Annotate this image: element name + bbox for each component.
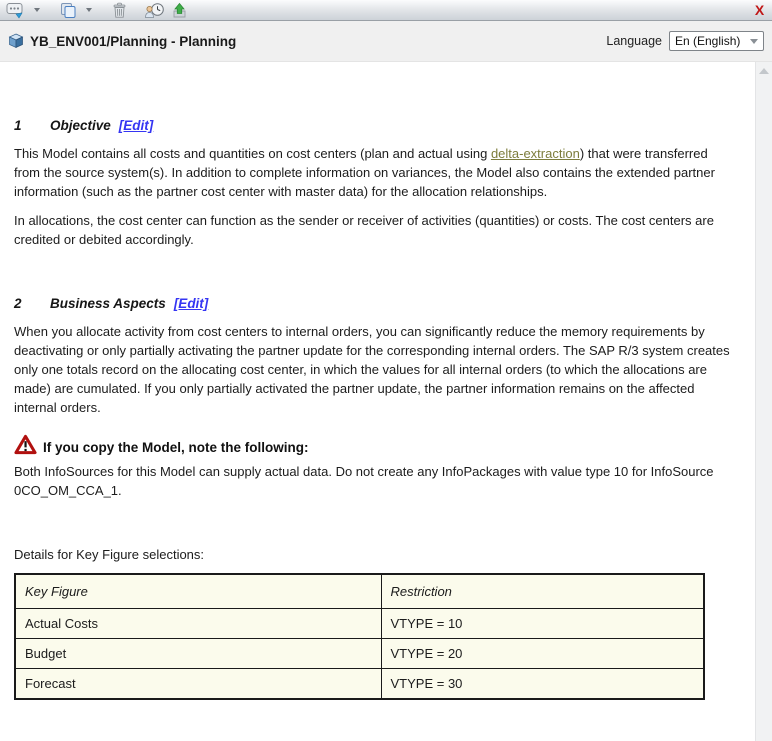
edit-link[interactable]: [Edit] [118,118,154,133]
comment-icon [6,2,25,19]
user-clock-icon [144,2,165,19]
section-heading [14,118,732,133]
vertical-scrollbar[interactable] [755,62,772,741]
toolbar [0,0,772,21]
section-title: Objective [50,118,111,133]
paragraph [14,144,732,201]
cube-icon [8,33,24,49]
trash-icon [111,2,128,19]
language-group [606,31,764,51]
cell-key-figure: Actual Costs [15,609,381,639]
comment-dropdown-button[interactable] [29,1,45,20]
section-number: 1 [14,118,22,133]
section-business-aspects [14,296,732,417]
paragraph-text: This Model contains all costs and quantities on cost centers (plan and actual using [14,146,491,161]
scroll-up-arrow-icon [759,68,769,74]
language-selected-value: En (English) [675,34,741,48]
copy-button[interactable] [57,1,79,20]
comment-button[interactable] [4,1,27,20]
close-button[interactable] [751,1,768,18]
chevron-down-icon [750,39,758,44]
paragraph: In allocations, the cost center can function as the sender or receiver of activities (quantities) or costs. The cost centers are credited or debited accordingly. [14,213,714,247]
section-number: 2 [14,296,22,311]
table-row [15,609,704,639]
close-icon: X [754,1,765,18]
cell-restriction: VTYPE = 30 [381,669,704,700]
edit-link[interactable]: [Edit] [173,296,209,311]
cell-key-figure: Forecast [15,669,381,700]
warning-block [14,434,732,500]
publish-button[interactable] [169,1,190,20]
warning-triangle-icon [14,434,37,455]
paragraph-text: ) that were transferred from the source system(s). In addition to complete information on variances, the Model also contains the extended partner information (such as the partner cost center with master data) for the allocation relationships. [14,146,715,199]
paragraph: When you allocate activity from cost centers to internal orders, you can significantly reduce the memory requirements by deactivating or only partially activating the partner update for the corresponding internal orders. The SAP R/3 system creates only one totals record on the allocating cost center, in which the values for all internal orders (to which the allocations are made) are cumulated. If you only partially activated the partner update, the partner information remains on the affected internal orders. [14,324,730,415]
details-label: Details for Key Figure selections: [14,547,205,562]
copy-dropdown-button[interactable] [81,1,97,20]
dropdown-arrow-icon [34,8,40,12]
table-header-row [15,574,704,609]
table-row [15,669,704,700]
cell-restriction: VTYPE = 20 [381,639,704,669]
header-bar [0,21,772,62]
document-content [0,62,772,700]
key-figure-table [14,573,705,700]
delta-extraction-link[interactable]: delta-extraction [490,146,580,161]
dropdown-arrow-icon [86,8,92,12]
user-history-button[interactable] [142,1,167,20]
section-title: Business Aspects [50,296,166,311]
page-title: YB_ENV001/Planning - Planning [30,33,237,49]
cell-restriction: VTYPE = 10 [381,609,704,639]
copy-page-icon [59,2,77,19]
column-header-restriction: Restriction [381,574,704,609]
upload-icon [171,2,188,19]
warning-body: Both InfoSources for this Model can supply actual data. Do not create any InfoPackages with value type 10 for InfoSource 0CO_OM_CCA_1. [14,464,714,498]
language-label: Language [606,34,662,48]
section-objective [14,118,732,249]
section-heading [14,296,732,311]
column-header-key-figure: Key Figure [15,574,381,609]
scroll-up-button[interactable] [756,62,772,79]
warning-title-row [14,434,732,455]
cell-key-figure: Budget [15,639,381,669]
table-row [15,639,704,669]
title-wrap [8,33,236,49]
language-select[interactable] [669,31,764,51]
delete-button[interactable] [109,1,130,20]
warning-title: If you copy the Model, note the following: [43,440,309,455]
